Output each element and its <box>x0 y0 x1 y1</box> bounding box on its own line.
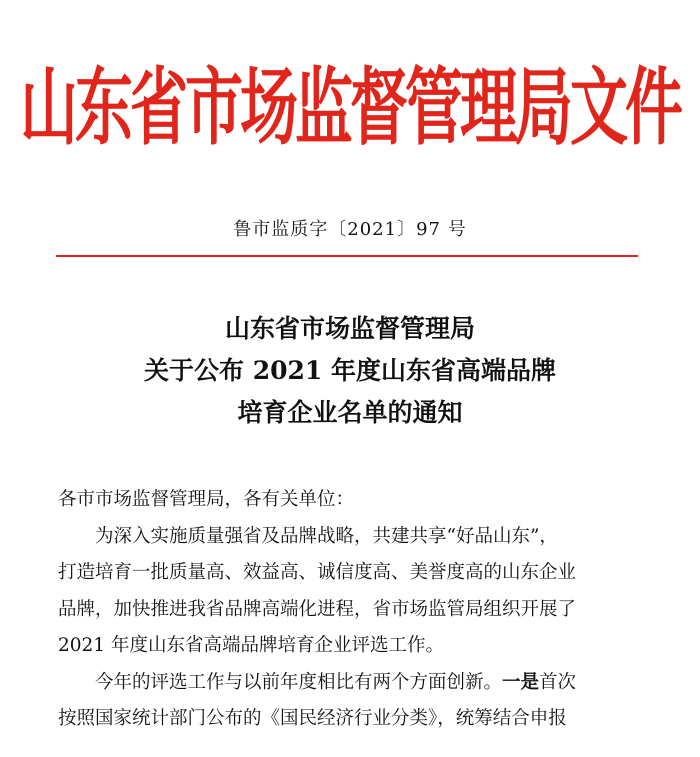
header-divider-rule <box>56 255 638 257</box>
paragraph-2-emphasis: 一是 <box>502 671 540 693</box>
notice-title <box>0 308 700 434</box>
paragraph-2-line-2: 按照国家统计部门公布的《国民经济行业分类》，统筹结合申报 <box>58 708 567 729</box>
paragraph-1-line-2: 打造培育一批质量高、效益高、诚信度高、美誉度高的山东企业 <box>58 562 577 583</box>
paragraph-1-line-4: 2021 年度山东省高端品牌培育企业评选工作。 <box>58 635 444 656</box>
paragraph-1-line-3: 品牌，加快推进我省品牌高端化进程，省市场监管局组织开展了 <box>58 598 577 620</box>
paragraph-1-line-1: 为深入实施质量强省及品牌战略，共建共享“好品山东”， <box>95 525 558 547</box>
paragraph-2-text-c: 首次 <box>539 671 577 693</box>
salutation: 各市市场监督管理局，各有关单位： <box>58 489 355 510</box>
notice-title-line-2: 关于公布 2021 年度山东省高端品牌 <box>144 356 556 385</box>
notice-title-line-3: 培育企业名单的通知 <box>237 398 463 427</box>
paragraph-2-text-a: 今年的评选工作与以前年度相比有两个方面创新。 <box>95 671 503 693</box>
notice-title-line-1: 山东省市场监督管理局 <box>224 314 475 343</box>
notice-body <box>58 482 648 738</box>
paragraph-2-line-1 <box>58 665 648 702</box>
document-header-title: 山东省市场监督管理局文件 <box>19 58 680 157</box>
document-number: 鲁市监质字〔2021〕97 号 <box>233 219 467 240</box>
